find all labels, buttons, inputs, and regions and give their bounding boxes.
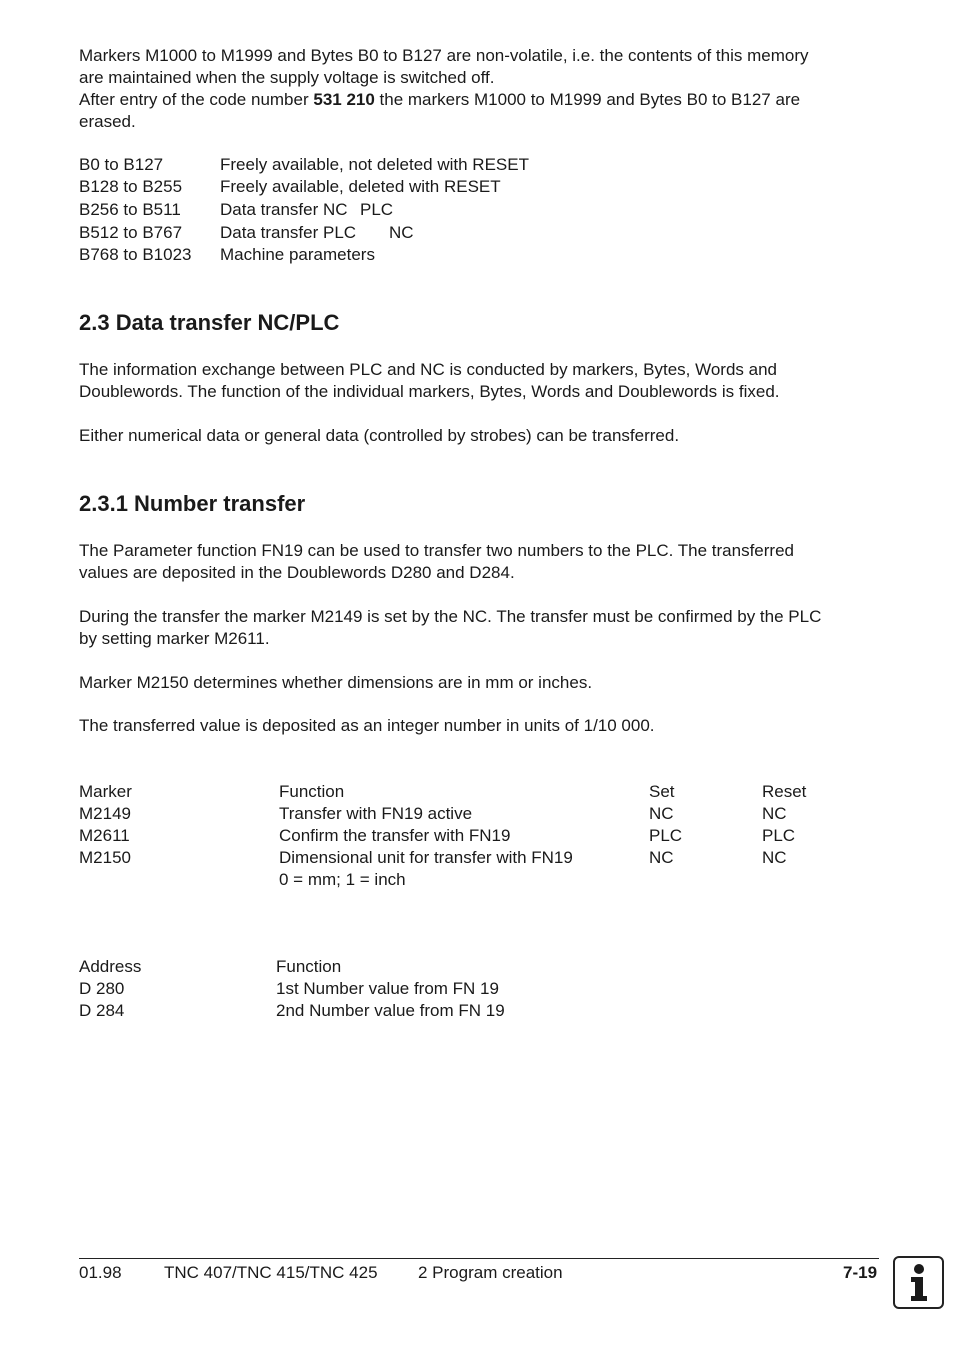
table-row	[79, 825, 899, 847]
section-2-3-1-paragraph-2	[79, 606, 879, 650]
byte-range-row	[79, 222, 899, 244]
table-cell: D 284	[79, 1001, 125, 1020]
table-cell: NC	[649, 804, 674, 823]
table-cell: D 280	[79, 979, 125, 998]
column-header: Function	[276, 957, 342, 976]
table-cell: PLC	[762, 826, 796, 845]
table-cell: M2611	[79, 826, 130, 845]
text-line: During the transfer the marker M2149 is set by the NC. The transfer must be confirmed by the PLC	[79, 607, 822, 626]
table-cell: NC	[762, 848, 787, 867]
text-line: Doublewords. The function of the individual markers, Bytes, Words and Doublewords is fixed.	[79, 382, 780, 401]
table-row	[79, 869, 899, 891]
byte-range-desc: Data transfer NC	[220, 200, 348, 219]
footer-divider	[79, 1258, 879, 1259]
byte-range-row	[79, 176, 899, 198]
column-header: Address	[79, 957, 142, 976]
column-header: Reset	[762, 782, 807, 801]
section-2-3-1-heading: 2.3.1 Number transfer	[79, 491, 306, 516]
table-cell: Transfer with FN19 active	[279, 804, 473, 823]
text-line: The transferred value is deposited as an integer number in units of 1/10 000.	[79, 716, 655, 735]
column-header: Set	[649, 782, 675, 801]
table-cell: NC	[649, 848, 674, 867]
transfer-target: PLC	[360, 200, 394, 219]
table-row	[79, 847, 899, 869]
byte-range: B0 to B127	[79, 155, 164, 174]
column-header: Marker	[79, 782, 132, 801]
text-line: The information exchange between PLC and NC is conducted by markers, Bytes, Words and	[79, 360, 777, 379]
table-cell: 0 = mm; 1 = inch	[279, 870, 406, 889]
text-line: The Parameter function FN19 can be used to transfer two numbers to the PLC. The transferred	[79, 541, 794, 560]
page-number: 7-19	[843, 1263, 878, 1282]
table-row	[79, 803, 899, 825]
footer-model: TNC 407/TNC 415/TNC 425	[164, 1263, 378, 1282]
intro-line-1: Markers M1000 to M1999 and Bytes B0 to B127 are non-volatile, i.e. the contents of this memory	[79, 46, 809, 65]
footer-chapter: 2 Program creation	[418, 1263, 563, 1282]
text-line: by setting marker M2611.	[79, 629, 270, 648]
byte-range-desc: Data transfer PLC	[220, 223, 357, 242]
section-2-3-1-paragraph-3	[79, 672, 879, 694]
table-cell: Dimensional unit for transfer with FN19	[279, 848, 573, 867]
table-cell: NC	[762, 804, 787, 823]
text-line: values are deposited in the Doublewords D280 and D284.	[79, 563, 515, 582]
table-header-row	[79, 956, 899, 978]
column-header: Function	[279, 782, 345, 801]
text-line: Marker M2150 determines whether dimensions are in mm or inches.	[79, 673, 593, 692]
intro-line-2: are maintained when the supply voltage is switched off.	[79, 68, 495, 87]
table-cell: PLC	[649, 826, 683, 845]
table-header-row	[79, 781, 899, 803]
section-2-3-paragraph-1	[79, 359, 879, 403]
footer-date: 01.98	[79, 1263, 122, 1282]
table-row	[79, 978, 899, 1000]
section-2-3-1-paragraph-4	[79, 715, 879, 737]
byte-range-desc: Freely available, not deleted with RESET	[220, 155, 529, 174]
table-cell: M2149	[79, 804, 131, 823]
section-2-3-heading: 2.3 Data transfer NC/PLC	[79, 310, 340, 335]
byte-range-row	[79, 154, 899, 176]
table-cell: 1st Number value from FN 19	[276, 979, 499, 998]
byte-range: B768 to B1023	[79, 245, 192, 264]
byte-range: B256 to B511	[79, 200, 181, 219]
table-cell: M2150	[79, 848, 131, 867]
intro-line-4: erased.	[79, 112, 136, 131]
byte-range-desc: Machine parameters	[220, 245, 375, 264]
byte-range-row	[79, 199, 899, 221]
byte-range-row	[79, 244, 899, 266]
text-line: Either numerical data or general data (controlled by strobes) can be transferred.	[79, 426, 680, 445]
transfer-target: NC	[389, 223, 414, 242]
table-cell: Confirm the transfer with FN19	[279, 826, 511, 845]
section-2-3-1-paragraph-1	[79, 540, 879, 584]
table-row	[79, 1000, 899, 1022]
byte-range: B128 to B255	[79, 177, 183, 196]
section-2-3-paragraph-2	[79, 425, 879, 447]
info-icon	[893, 1256, 944, 1309]
byte-range: B512 to B767	[79, 223, 183, 242]
table-cell: 2nd Number value from FN 19	[276, 1001, 505, 1020]
code-number: 531 210	[313, 90, 375, 109]
byte-range-desc: Freely available, deleted with RESET	[220, 177, 501, 196]
intro-paragraph	[79, 45, 879, 133]
intro-line-3: After entry of the code number 531 210 the markers M1000 to M1999 and Bytes B0 to B127 are	[79, 90, 801, 109]
